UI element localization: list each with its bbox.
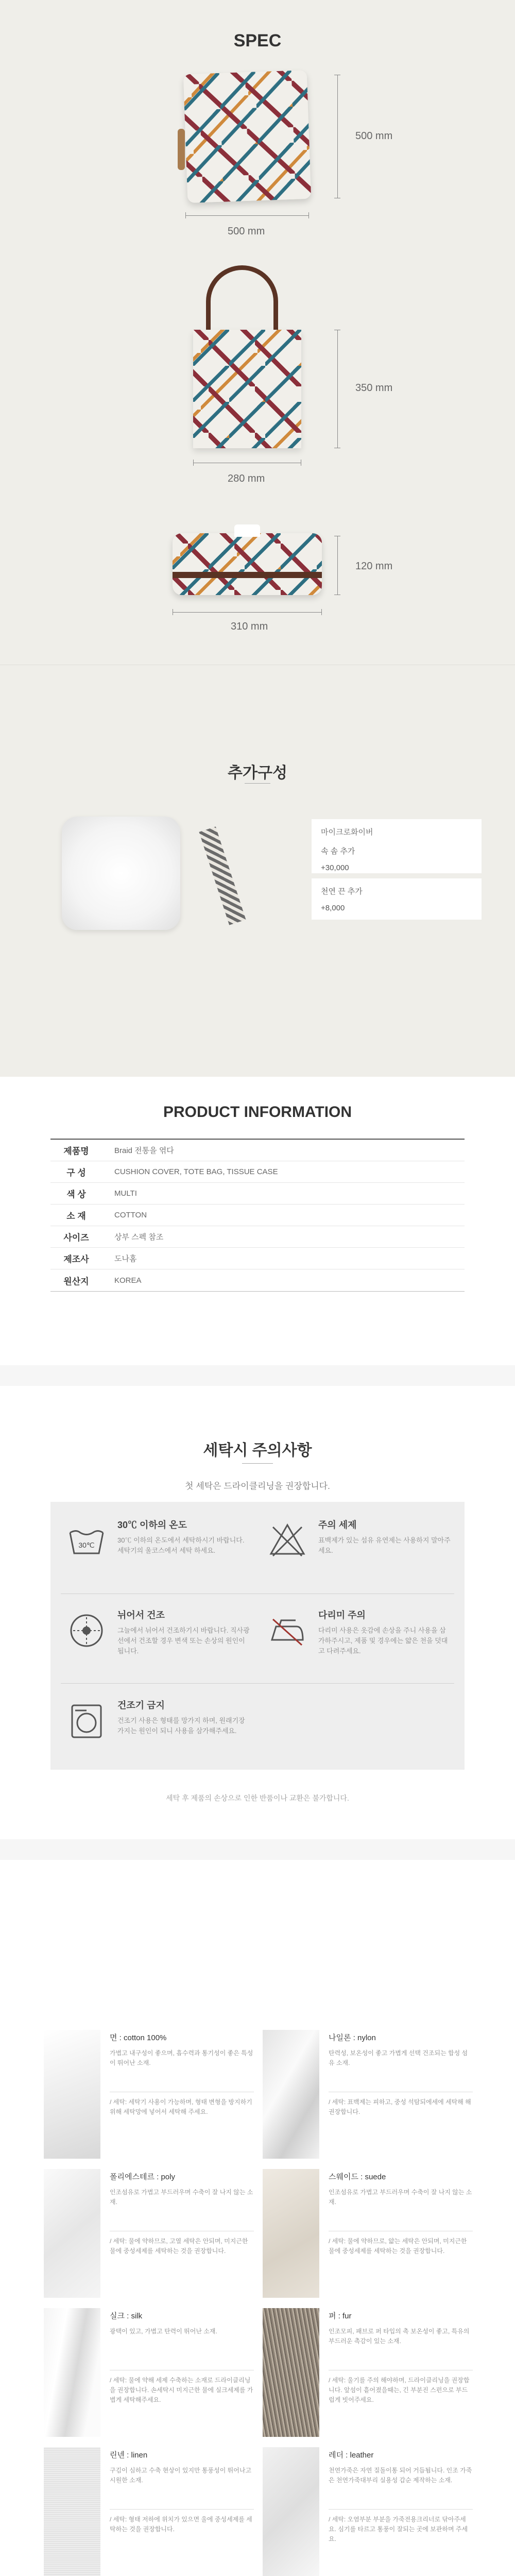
info-value: 상부 스펙 참조 [114, 1233, 164, 1242]
fabric-name: 퍼 : fur [329, 2312, 352, 2320]
fabric-leather [263, 2447, 479, 2576]
tick [308, 212, 309, 218]
extras-title: 추가구성 [228, 765, 287, 782]
care-temperature [61, 1515, 256, 1587]
fabric-poly [44, 2169, 260, 2298]
info-row [50, 1248, 465, 1269]
care-head: 건조기 금지 [117, 1700, 165, 1710]
info-row [50, 1269, 465, 1291]
info-row [50, 1183, 465, 1205]
title-underline [242, 1463, 273, 1464]
fabric-desc: 탄력성, 보온성이 좋고 가볍게 선택 건조되는 합성 섬유 소재. [329, 2049, 468, 2066]
care-head: 주의 세제 [318, 1520, 357, 1530]
leather-swatch [263, 2447, 319, 2576]
dry-flat-icon [66, 1610, 107, 1651]
care-body: 그늘에서 뉘어서 건조하기시 바랍니다. 직사광선에서 건조할 경우 변색 또는 손상의 원인이 됩니다. [117, 1626, 250, 1655]
fabric-linen [44, 2447, 260, 2576]
fabric-caution: / 세탁: 표백제는 피하고, 중성 석탐되에세에 세탁해 해 권장합니다. [329, 2092, 473, 2117]
tote-bag-image [193, 330, 301, 448]
info-value: COTTON [114, 1211, 147, 1219]
tick [321, 609, 322, 615]
poly-swatch [44, 2169, 100, 2298]
info-label: 사이즈 [63, 1233, 89, 1243]
cushion-image [183, 70, 312, 203]
fabric-name: 나일론 : nylon [329, 2033, 376, 2042]
tick [193, 460, 194, 466]
info-row [50, 1140, 465, 1161]
fabric-desc: 가볍고 내구성이 좋으며, 흡수력과 통기성이 좋은 특성이 뛰어난 소재. [110, 2049, 253, 2066]
spec-title: SPEC [233, 31, 282, 50]
info-label: 원산지 [63, 1276, 89, 1286]
info-label: 구 성 [66, 1168, 86, 1178]
fabric-name: 린넨 : linen [110, 2451, 148, 2460]
fabric-desc: 인조섬유로 가볍고 부드러우며 수축이 잘 나지 않는 소재. [329, 2189, 472, 2206]
fabric-caution: / 세탁: 물에 약하므로, 고열 세탁은 안되며, 미지근한 물에 중성세제를 세탁하는 것을 권장합니다. [110, 2231, 254, 2256]
extra-item-microfiber[interactable] [312, 819, 482, 873]
fabric-desc: 인조모피, 패브로 퍼 타입의 촉 보온성이 좋고, 특유의 부드러운 촉감이 있는 소재. [329, 2328, 470, 2345]
no-bleach-icon [267, 1520, 308, 1561]
fabric-fur [263, 2308, 479, 2437]
extras-section [0, 765, 515, 1077]
fabric-name: 레더 : leather [329, 2451, 374, 2460]
fabric-nylon [263, 2030, 479, 2159]
nylon-swatch [263, 2030, 319, 2159]
section-divider [0, 1365, 515, 1386]
care-body: 건조기 사용은 형태를 망가지 하며, 원래기장가지는 원인이 되니 사용을 삼가해주세요. [117, 1717, 245, 1735]
info-row [50, 1205, 465, 1226]
fabric-name: 스웨이드 : suede [329, 2173, 386, 2181]
care-box [50, 1502, 465, 1770]
extra-item-name: 마이크로화이버 [321, 828, 373, 837]
fabric-name: 실크 : silk [110, 2312, 143, 2320]
suede-swatch [263, 2169, 319, 2298]
fabric-caution: / 세탁: 물에 약하므로, 얇는 세탁은 안되며, 미지근한 물에 중성세제를 세탁하는 것을 권장합니다. [329, 2231, 473, 2256]
product-info-section [0, 1077, 515, 1396]
product-info-title: PRODUCT INFORMATION [163, 1104, 352, 1121]
fabric-caution: / 세탁: 세탁기 사용이 가능하며, 형태 변형을 방지하기 위해 세탁망에 넣어서 세탁해 주세요. [110, 2092, 254, 2117]
tissue-paper [234, 524, 260, 537]
svg-text:30℃: 30℃ [78, 1541, 95, 1549]
care-dry-flat [61, 1605, 256, 1677]
info-value: Braid 전통을 엮다 [114, 1146, 174, 1155]
extra-item-strap[interactable] [312, 878, 482, 920]
no-iron-icon [267, 1610, 308, 1651]
tissue-case-image [173, 533, 322, 595]
tissue-width-line [173, 612, 322, 613]
info-row [50, 1226, 465, 1248]
fabric-desc: 광택이 있고, 가볍고 탄력이 뛰어난 소재. [110, 2328, 217, 2335]
inner-pillow-image [62, 817, 180, 930]
fur-swatch [263, 2308, 319, 2437]
cushion-width-label: 500 mm [228, 226, 265, 237]
care-iron [262, 1605, 457, 1677]
fabric-desc: 구김이 심하고 수축 현상이 있지만 통풍성이 뛰어나고 시원한 소재. [110, 2467, 252, 2484]
spec-section [0, 0, 515, 796]
info-value: MULTI [114, 1189, 137, 1198]
tissue-height-label: 120 mm [355, 561, 393, 572]
info-value: CUSHION COVER, TOTE BAG, TISSUE CASE [114, 1167, 278, 1176]
bag-height-line [337, 330, 338, 448]
fabric-suede [263, 2169, 479, 2298]
wash-30-icon [66, 1520, 107, 1561]
care-dryer [61, 1695, 256, 1767]
fabric-name: 면 : cotton 100% [110, 2033, 167, 2042]
strap-image [199, 826, 246, 925]
care-detergent [262, 1515, 457, 1587]
info-label: 색 상 [66, 1190, 86, 1199]
care-head: 뉘어서 건조 [117, 1610, 165, 1620]
fabric-name: 폴리에스테르 : poly [110, 2173, 175, 2181]
care-divider [61, 1683, 454, 1684]
info-row [50, 1161, 465, 1183]
tissue-width-label: 310 mm [231, 621, 268, 632]
cushion-tassel [178, 129, 185, 170]
tissue-strap [173, 572, 322, 578]
info-label: 소 재 [66, 1211, 86, 1221]
extra-item-line: 속 솜 추가 [321, 847, 355, 856]
care-body: 30℃ 이하의 온도에서 세탁하시기 바랍니다. 세탁기의 울코스에서 세탁 하세요. [117, 1536, 245, 1554]
cushion-width-line [185, 215, 309, 216]
fabric-caution: / 세탁: 오염부분 부분을 가죽전용크리너로 닦아주세요. 심기를 타르고 통풍이 잘되는 곳에 보관하며 주세요. [329, 2509, 473, 2544]
fabric-caution: / 세탁: 울기를 주의 해야하며, 드라이클리닝을 권장합니다. 앞섬이 흩어졌을때는, 긴 부분진 스펀으로 부드럽게 빗어주세요. [329, 2370, 473, 2405]
care-head: 30℃ 이하의 온도 [117, 1520, 187, 1530]
bag-height-label: 350 mm [355, 382, 393, 394]
extra-item-price: +8,000 [321, 904, 345, 912]
info-label: 제품명 [63, 1146, 89, 1156]
care-subtitle: 첫 세탁은 드라이클리닝을 권장합니다. [185, 1481, 330, 1491]
extra-item-price: +30,000 [321, 863, 349, 872]
no-dryer-icon [66, 1700, 107, 1741]
tick [185, 212, 186, 218]
linen-swatch [44, 2447, 100, 2576]
fabric-caution: / 세탁: 형태 저하에 위치가 있으면 울에 중성세제를 세탁하는 것을 권장합니다. [110, 2509, 254, 2534]
cotton-swatch [44, 2030, 100, 2159]
care-body: 표백제가 있는 섬유 유연제는 사용하지 말아주세요. [318, 1536, 451, 1554]
tissue-height-line [337, 536, 338, 595]
bag-width-label: 280 mm [228, 473, 265, 484]
info-value: KOREA [114, 1276, 142, 1285]
fabric-cotton [44, 2030, 260, 2159]
info-label: 제조사 [63, 1255, 89, 1264]
extra-item-line: 천연 끈 추가 [321, 887, 363, 896]
fabric-desc: 천연가죽은 자연 질돌이통 되어 거듭됩니다. 인조 가죽은 천연가죽대부리 실용성 갑순 제작하는 소재. [329, 2467, 472, 2484]
cushion-height-label: 500 mm [355, 130, 393, 142]
care-head: 다리미 주의 [318, 1610, 366, 1620]
fabric-desc: 인조섬유로 가볍고 부드러우며 수축이 잘 나지 않는 소재. [110, 2189, 253, 2206]
product-info-table [50, 1139, 465, 1292]
care-body: 다리미 사용은 옷감에 손상을 주니 사용을 삼가하주시고, 제품 및 경우에는 얇은 천을 덧대고 다려주세요. [318, 1626, 448, 1655]
care-note: 세탁 후 제품의 손상으로 인한 반품이나 교환은 불가합니다. [166, 1794, 349, 1802]
info-value: 도나홈 [114, 1255, 137, 1263]
care-section [0, 1396, 515, 2009]
silk-swatch [44, 2308, 100, 2437]
cushion-height-line [337, 75, 338, 198]
care-title: 세탁시 주의사항 [203, 1442, 312, 1459]
title-underline [245, 783, 270, 784]
fabric-section [0, 2009, 515, 2576]
fabric-silk [44, 2308, 260, 2437]
bag-handle [206, 265, 278, 337]
fabric-caution: / 세탁: 물에 약해 세제 수축하는 소재로 드라이클리닝을 권장합니다. 손세탁시 미지근한 물에 실크세제를 가볍게 세탁해주세요. [110, 2370, 254, 2405]
section-divider [0, 1839, 515, 1860]
